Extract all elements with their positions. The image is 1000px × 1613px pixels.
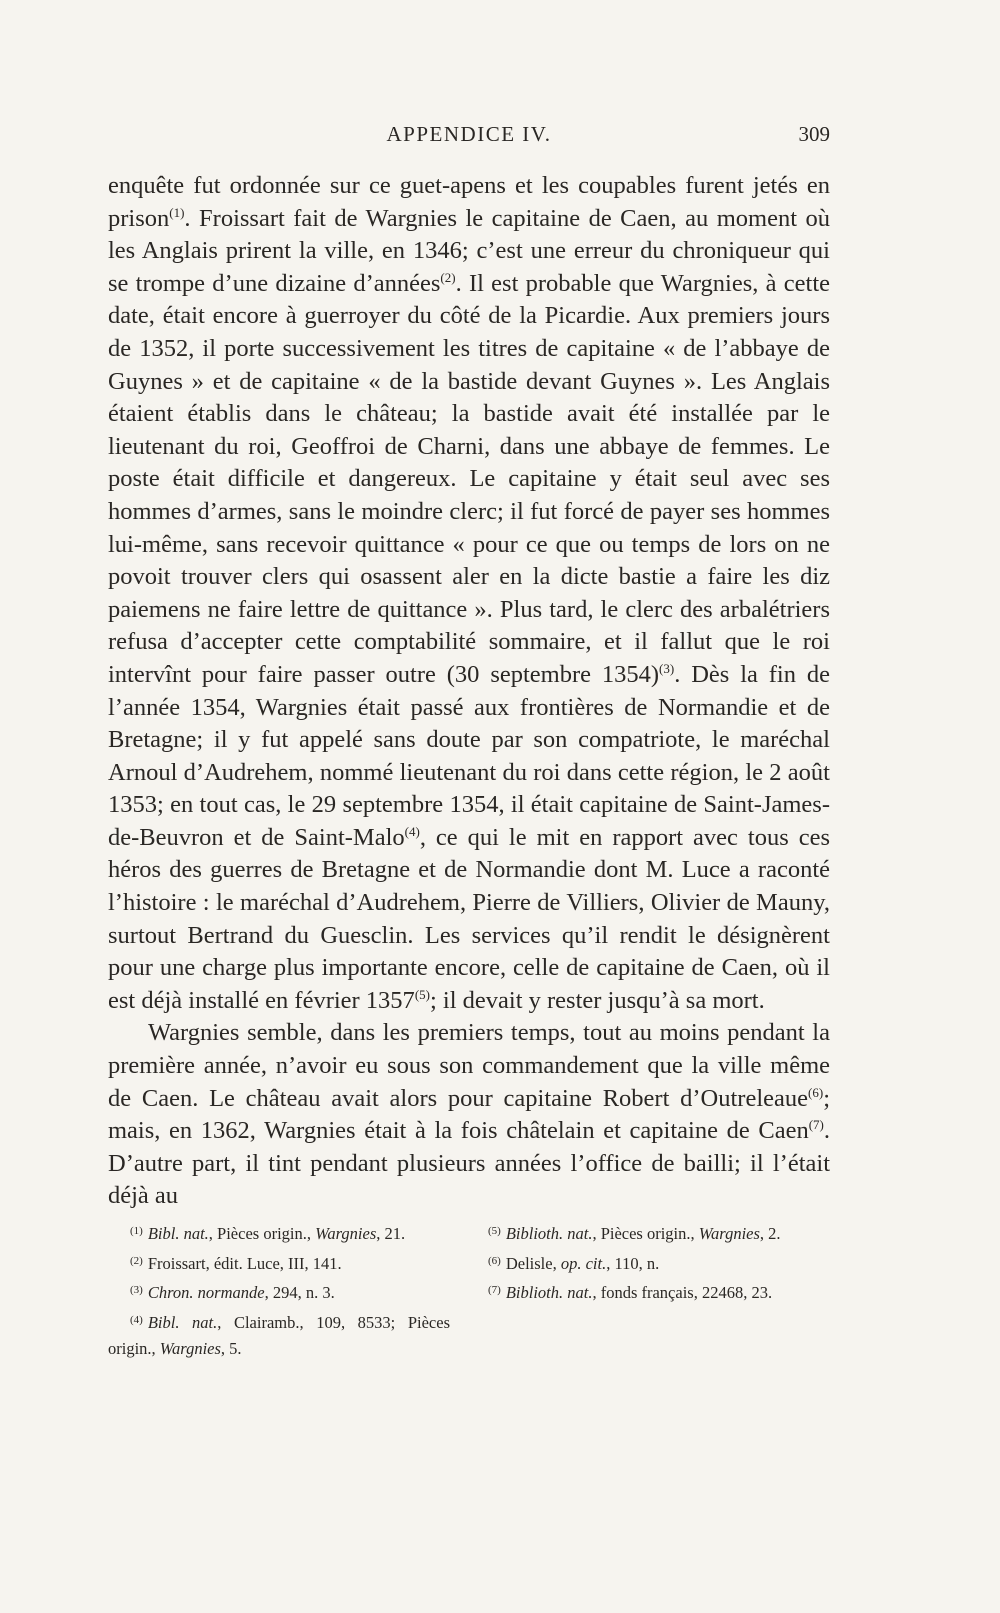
footnotes-left-column — [108, 1218, 450, 1363]
footnotes — [108, 1218, 830, 1363]
footnote — [108, 1277, 450, 1307]
footnote-ref: (3) — [659, 660, 675, 676]
footnote — [108, 1248, 450, 1278]
footnote-number: (4) — [130, 1313, 143, 1326]
page-header — [108, 122, 830, 152]
text-run: enquête fut ordonnée sur ce guet-apens et les coupables furent jetés en prison — [108, 172, 830, 232]
text-run: . D’autre part, il tint pendant plusieurs années l’office de bailli; il l’était déjà au — [108, 1117, 830, 1210]
footnote-text: , Pièces origin., — [208, 1224, 316, 1243]
text-run: Wargnies semble, dans les premiers temps, tout au moins pendant la première année, n’avoir eu sous son commandement que la ville même de Caen. Le château avait alors pour capitaine Robert d’Outreleaue — [108, 1019, 830, 1112]
footnote-ref: (7) — [808, 1117, 824, 1133]
footnote-text: , 21. — [376, 1224, 406, 1243]
footnote-text: Biblioth. nat. — [505, 1283, 593, 1302]
footnote-text: , Clairamb., 109, 8533; Pièces origin., — [108, 1312, 450, 1358]
footnote-text: Delisle, — [505, 1253, 561, 1273]
footnote-text: , 5. — [220, 1339, 242, 1358]
footnote-text: , 2. — [759, 1224, 781, 1243]
footnote-text: Wargnies — [698, 1224, 760, 1243]
footnotes-right-column — [488, 1218, 830, 1363]
footnote-text: , 294, n. 3. — [264, 1283, 335, 1302]
footnote-ref: (1) — [169, 204, 185, 220]
footnote-text: op. cit. — [560, 1253, 607, 1273]
body-text — [108, 170, 830, 1213]
footnote-text: Bibl. nat. — [147, 1312, 218, 1332]
footnote-text: , fonds français, 22468, 23. — [592, 1283, 773, 1302]
footnote-number: (1) — [130, 1225, 143, 1237]
footnote-ref: (2) — [440, 269, 456, 285]
text-run: . Dès la fin de l’année 1354, Wargnies était passé aux frontières de Normandie et de Bretagne; il y fut appelé sans doute par son compatriote, le maréchal Arnoul d’Audrehem, nommé lieutenant du roi dans cette région, le 2 août 1353; en tout cas, le 29 septembre 1354, il était capitaine de Saint-James-de-Beuvron et de Saint-Malo — [108, 660, 831, 851]
paragraph — [108, 1017, 830, 1213]
footnote-number: (7) — [488, 1284, 501, 1296]
footnote — [108, 1218, 450, 1248]
footnote-text: Wargnies — [315, 1224, 377, 1243]
footnote-number: (2) — [130, 1254, 143, 1267]
footnote — [488, 1277, 830, 1307]
footnote-number: (5) — [488, 1225, 501, 1237]
footnote-number: (3) — [130, 1284, 143, 1296]
footnote-text: Wargnies — [159, 1339, 221, 1358]
page-number: 309 — [798, 122, 830, 146]
text-run: . Froissart fait de Wargnies le capitaine de Caen, au moment où les Anglais prirent la ville, en 1346; c’est une erreur du chroniqueur qui se trompe d’une dizaine d’années — [108, 204, 830, 297]
footnote-ref: (5) — [414, 986, 430, 1002]
text-run: , ce qui le mit en rapport avec tous ces héros des guerres de Bretagne et de Normandie dont M. Luce a raconté l’histoire : le maréchal d’Audrehem, Pierre de Villiers, Olivier de Mauny, surtout Bertrand du Guesclin. Les services qu’il rendit le désignèrent pour une charge plus importante encore, celle de capitaine de Caen, où il est déjà installé en février 1357 — [108, 823, 831, 1014]
footnote — [108, 1307, 450, 1363]
footnote-text: Bibl. nat. — [147, 1224, 209, 1243]
text-run: ; il devait y rester jusqu’à sa mort. — [429, 986, 765, 1014]
footnote-ref: (6) — [808, 1084, 824, 1100]
text-run: . Il est probable que Wargnies, à cette date, était encore à guerroyer du côté de la Picardie. Aux premiers jours de 1352, il porte successivement les titres de capitaine « de l’abbaye de Guynes » et de capitaine « de la bastide devant Guynes ». Les Anglais étaient établis dans le château; la bastide avait été installée par le lieutenant du roi, Geoffroi de Charni, dans une abbaye de femmes. Le poste était difficile et dangereux. Le capitaine y était seul avec ses hommes d’armes, sans le moindre clerc; il fut forcé de payer ses hommes lui-même, sans recevoir quittance « pour ce que ou temps de lors on ne povoit trouver clers qui osassent aler en la dicte bastie a faire les diz paiemens ne faire lettre de quittance ». Plus tard, le clerc des arbalétriers refusa d’accepter cette comptabilité sommaire, et il fallut que le roi intervînt pour faire passer outre (30 septembre 1354) — [108, 269, 830, 688]
footnote-text: Froissart, édit. Luce, III, 141. — [147, 1253, 342, 1273]
footnote — [488, 1248, 830, 1278]
footnote-text: , Pièces origin., — [592, 1224, 699, 1243]
paragraph — [108, 170, 830, 1017]
footnote — [488, 1218, 830, 1248]
footnote-number: (6) — [488, 1254, 501, 1267]
running-head: APPENDICE IV. — [386, 122, 552, 146]
text-run: ; mais, en 1362, Wargnies était à la fois châtelain et capitaine de Caen — [108, 1084, 830, 1145]
footnote-text: Biblioth. nat. — [505, 1224, 593, 1243]
footnote-text: Chron. normande — [147, 1283, 265, 1302]
footnote-text: , 110, n. — [606, 1253, 660, 1273]
footnote-ref: (4) — [404, 823, 420, 839]
